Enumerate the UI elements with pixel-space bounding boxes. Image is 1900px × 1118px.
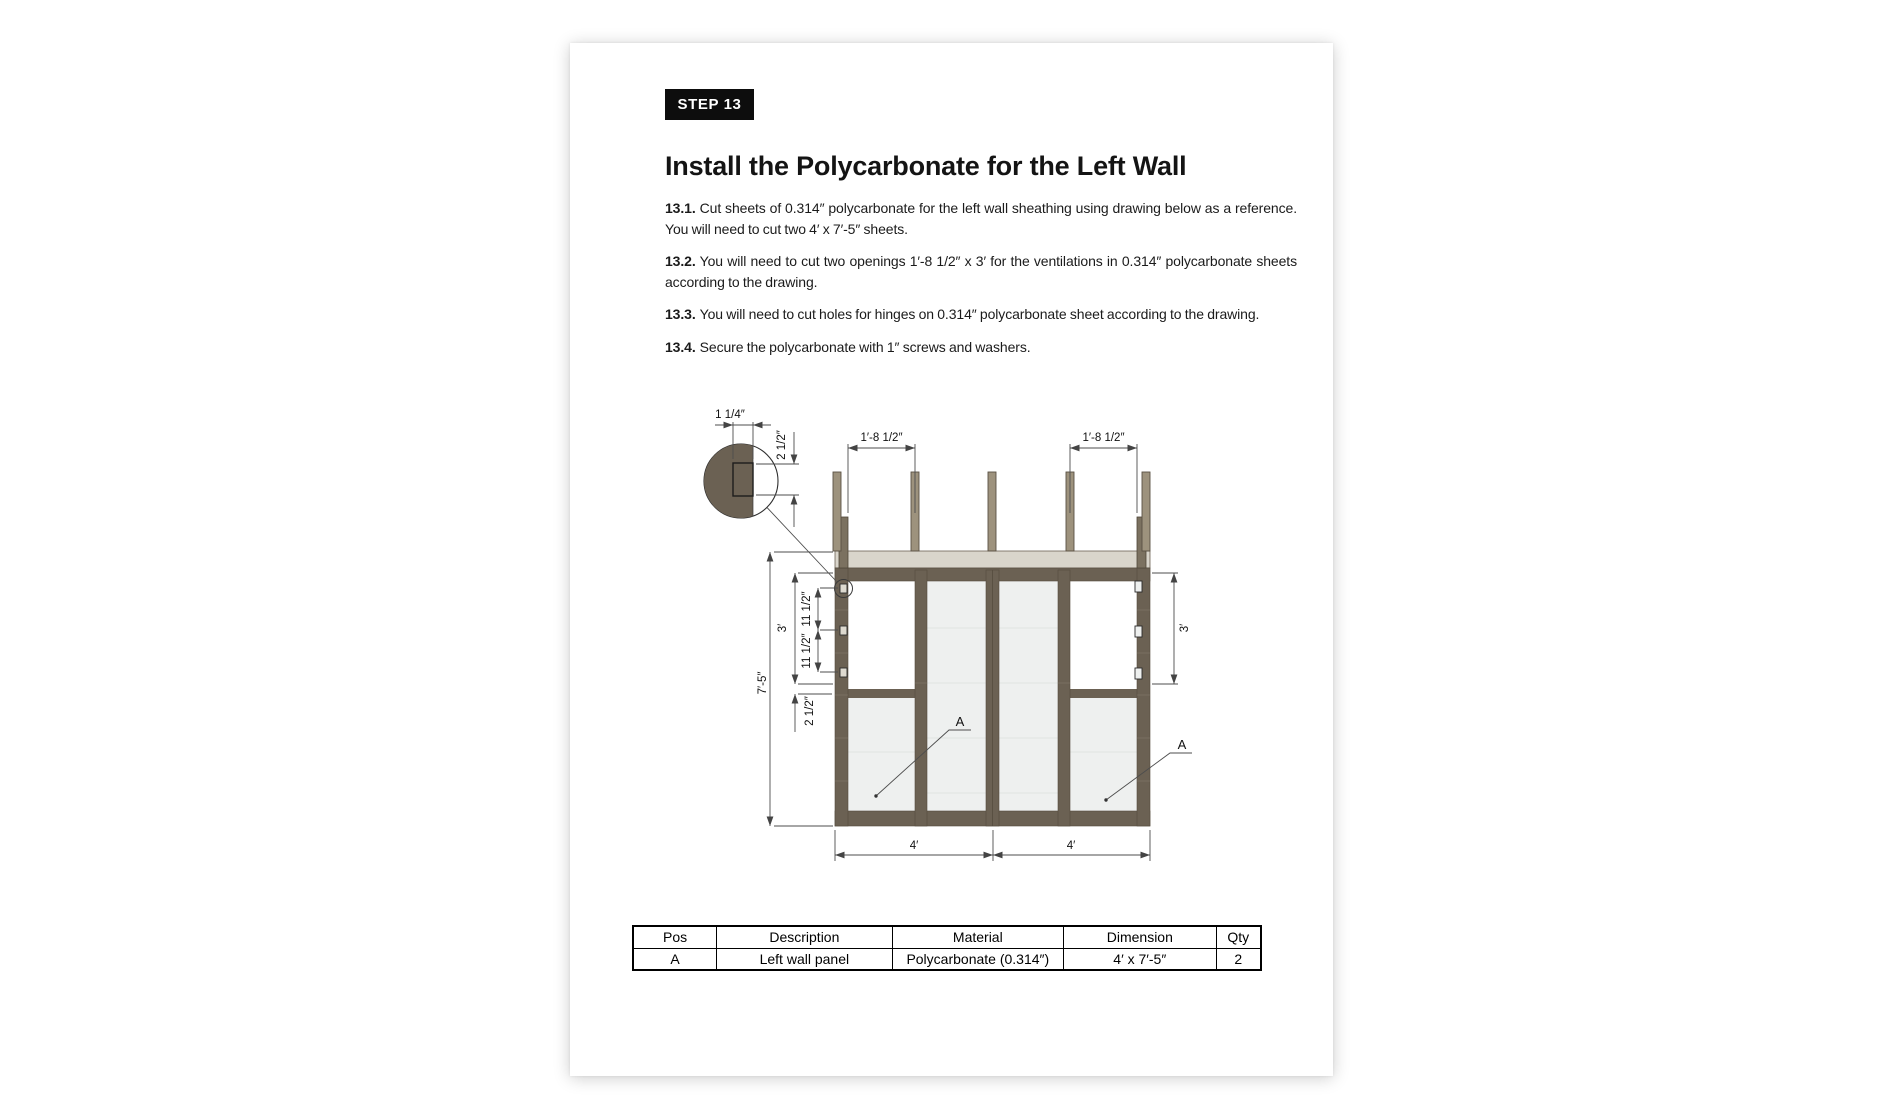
dim-vent-width-left: 1′-8 1/2″	[860, 432, 903, 444]
stud-left	[835, 568, 848, 826]
stud-right	[1137, 568, 1150, 826]
document-page	[570, 43, 1333, 1076]
cell-description: Left wall panel	[717, 948, 892, 970]
stud-2	[915, 570, 927, 826]
left-wall-technical-drawing	[570, 43, 1333, 1076]
paragraph-number: 13.1.	[665, 200, 696, 216]
callout-label-left: A	[955, 714, 965, 729]
cell-qty: 2	[1216, 948, 1261, 970]
stud-4	[1058, 570, 1070, 826]
dim-panel-width-left: 4′	[909, 840, 919, 852]
detail-leader-line	[767, 508, 837, 582]
paragraph-text: Secure the polycarbonate with 1″ screws and washers.	[699, 338, 1031, 355]
step-badge: STEP 13	[665, 89, 754, 120]
posts	[833, 472, 1150, 551]
dim-panel-width-right: 4′	[1066, 840, 1076, 852]
cell-dimension: 4′ x 7′-5″	[1064, 948, 1217, 970]
page-title: Install the Polycarbonate for the Left Wall	[665, 151, 1187, 181]
vent-sill-right	[1070, 689, 1137, 698]
wall-frame	[833, 472, 1150, 826]
cell-pos: A	[633, 948, 717, 970]
dim-detail-width: 1 1/4″	[715, 409, 745, 421]
table-row	[633, 948, 1261, 970]
header-dimension: Dimension	[1064, 926, 1217, 948]
paragraph-text: Cut sheets of 0.314″ polycarbonate for the left wall sheathing using drawing below as a reference. You will need to cut two 4′ x 7′-5″ sheets.	[665, 200, 1297, 237]
top-plate	[835, 551, 1150, 568]
dim-hinge-spacing-2: 11 1/2″	[801, 633, 813, 669]
post-3	[988, 472, 996, 551]
leader-dot-right	[1104, 798, 1107, 801]
cell-material: Polycarbonate (0.314″)	[892, 948, 1064, 970]
paragraph-number: 13.4.	[665, 338, 696, 355]
leader-dot-left	[874, 794, 877, 797]
ventilation-opening-left	[848, 581, 915, 689]
paragraph-number: 13.2.	[665, 253, 696, 269]
vent-sill-left	[848, 689, 915, 698]
dim-vent-height-right: 3′	[1179, 623, 1191, 633]
post-5	[1142, 472, 1150, 551]
paragraph-text: You will need to cut holes for hinges on 0.314″ polycarbonate sheet according to the drawing.	[699, 306, 1260, 322]
header-material: Material	[892, 926, 1064, 948]
dim-vent-width-right: 1′-8 1/2″	[1082, 432, 1125, 444]
callout-label-right: A	[1177, 737, 1187, 752]
table-header-row	[633, 926, 1261, 948]
dim-hinge-spacing-1: 11 1/2″	[801, 591, 813, 627]
header-qty: Qty	[1216, 926, 1261, 948]
header-pos: Pos	[633, 926, 717, 948]
paragraph-text: You will need to cut two openings 1′-8 1/2″ x 3′ for the ventilations in 0.314″ polycarbonate sheets according to the drawing.	[665, 253, 1297, 290]
dim-vent-height-left: 3′	[777, 623, 789, 633]
dim-sill-offset: 2 1/2″	[804, 696, 816, 726]
ventilation-opening-right	[1070, 581, 1137, 689]
header-description: Description	[717, 926, 892, 948]
dim-overall-height: 7′-5″	[757, 671, 769, 695]
parts-table	[632, 925, 1262, 971]
dim-detail-height: 2 1/2″	[776, 430, 788, 460]
post-1	[833, 472, 841, 551]
detail-wood-half	[704, 444, 753, 518]
paragraph-number: 13.3.	[665, 306, 696, 322]
